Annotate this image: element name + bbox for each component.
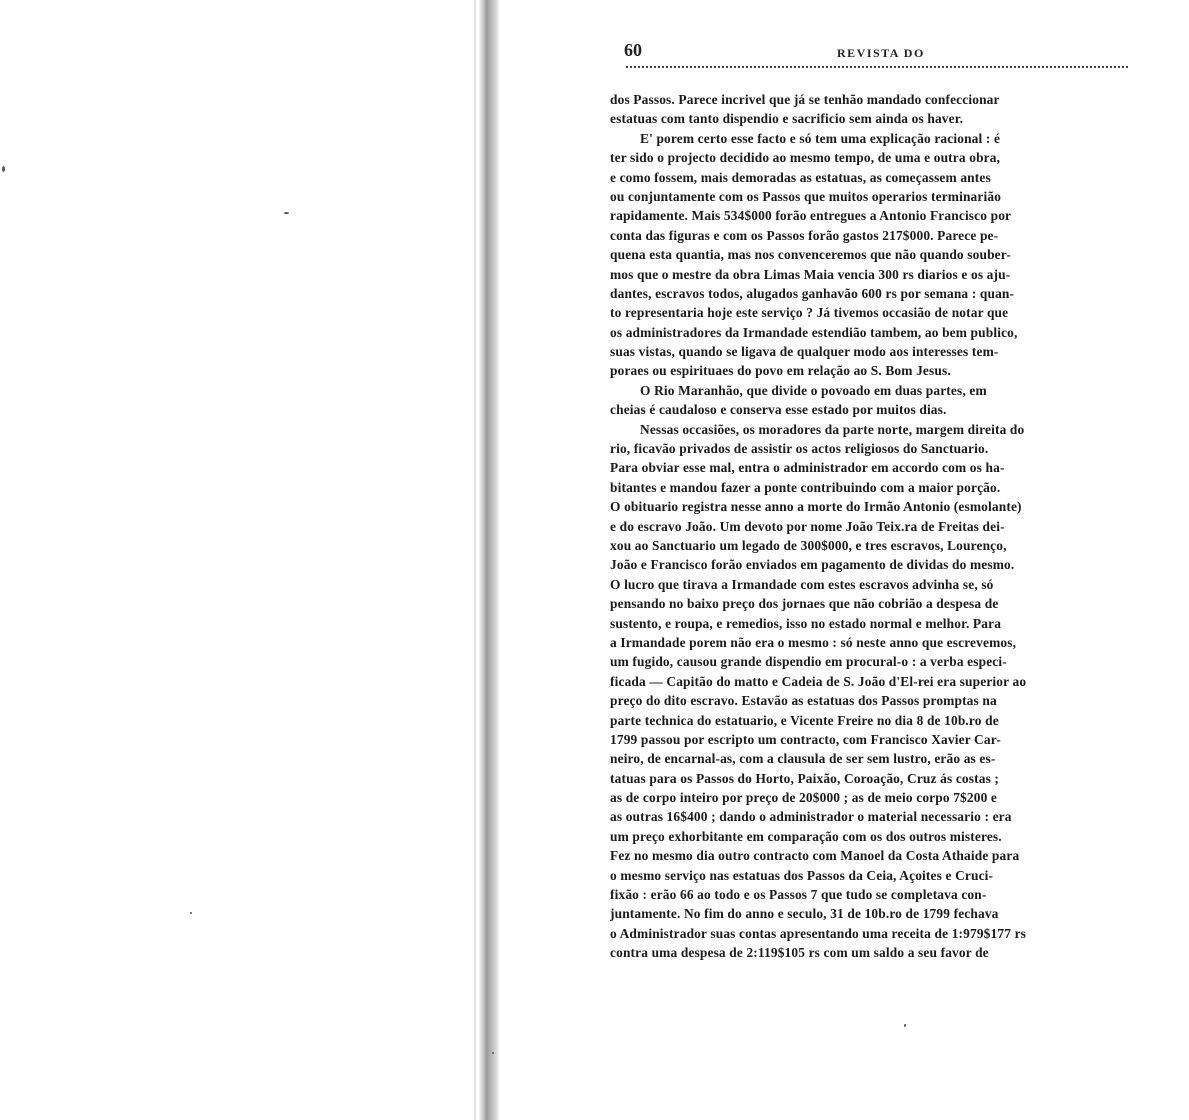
speck <box>904 1024 906 1027</box>
text-line: xou ao Sanctuario um legado de 300$000, e tres escravos, Lourenço, <box>610 537 1007 553</box>
text-line: parte technica do estatuario, e Vicente Freire no dia 8 de 10b.ro de <box>610 712 999 728</box>
text-line: as de corpo inteiro por preço de 20$000 ; as de meio corpo 7$200 e <box>610 790 998 806</box>
text-line: bitantes e mandou fazer a ponte contribuindo com a maior porção. <box>610 479 1001 495</box>
text-line: rio, ficavão privados de assistir os actos religiosos do Sanctuario. <box>610 441 989 457</box>
text-line: Fez no mesmo dia outro contracto com Manoel da Costa Athaide para <box>610 848 1020 864</box>
book-gutter <box>478 0 500 1120</box>
text-line: as outras 16$400 ; dando o administrador o material necessario : era <box>610 809 1012 825</box>
text-line: tatuas para os Passos do Horto, Paixão, Coroação, Cruz ás costas ; <box>610 770 1000 786</box>
text-line: ter sido o projecto decidido ao mesmo tempo, de uma e outra obra, <box>610 150 1001 166</box>
text-line: fixão : erão 66 ao todo e os Passos 7 que tudo se completava con- <box>610 887 987 903</box>
text-line: mos que o mestre da obra Limas Maia vencia 300 rs diarios e os aju- <box>610 266 1011 282</box>
text-line: estatuas com tanto dispendio e sacrificio sem ainda os haver. <box>610 111 964 127</box>
speck <box>492 1052 494 1054</box>
text-line: ou conjuntamente com os Passos que muitos operarios terminarião <box>610 188 1002 204</box>
text-line: quena esta quantia, mas nos convenceremos que não quando souber- <box>610 247 1011 263</box>
text-line: dos Passos. Parece incrivel que já se tenhão mandado confeccionar <box>610 92 1000 107</box>
text-line: poraes ou espirituaes do povo em relação ao S. Bom Jesus. <box>610 363 951 379</box>
text-line: E' porem certo esse facto e só tem uma explicação racional : é <box>640 130 1001 146</box>
text-line: O Rio Maranhão, que divide o povoado em duas partes, em <box>640 382 987 398</box>
text-line: O obituario registra nesse anno a morte do Irmão Antonio (esmolante) <box>610 499 1022 515</box>
speck <box>284 212 289 214</box>
text-line: preço do dito escravo. Estavão as estatuas dos Passos promptas na <box>610 693 997 709</box>
text-line: sustento, e roupa, e remedios, isso no estado normal e melhor. Para <box>610 615 1002 631</box>
text-line: rapidamente. Mais 534$000 forão entregues a Antonio Francisco por <box>610 208 1012 224</box>
text-line: Nessas occasiões, os moradores da parte norte, margem direita do <box>640 421 1025 437</box>
header-rule <box>626 66 1128 68</box>
text-line: to representaria hoje este serviço ? Já tivemos occasião de notar que <box>610 305 1009 321</box>
text-line: O lucro que tirava a Irmandade com estes escravos advinha se, só <box>610 576 994 592</box>
text-line: cheias é caudaloso e conserva esse estado por muitos dias. <box>610 402 947 418</box>
speck <box>2 166 5 172</box>
text-line: juntamente. No fim do anno e seculo, 31 de 10b.ro de 1799 fechava <box>610 906 999 922</box>
text-line: 1799 passou por escripto um contracto, com Francisco Xavier Car- <box>610 731 1001 747</box>
text-line: Para obviar esse mal, entra o administrador em accordo com os ha- <box>610 460 1005 476</box>
text-line: um preço exhorbitante em comparação com os dos outros misteres. <box>610 828 1002 844</box>
page-number: 60 <box>624 40 642 60</box>
text-line: dantes, escravos todos, alugados ganhavão 600 rs por semana : quan- <box>610 285 1015 301</box>
text-line: conta das figuras e com os Passos forão gastos 217$000. Parece pe- <box>610 227 999 243</box>
text-line: o Administrador suas contas apresentando uma receita de 1:979$177 rs <box>610 925 1027 941</box>
page-edge-line <box>474 0 476 1120</box>
speck <box>190 912 192 914</box>
text-line: neiro, de encarnal-as, com a clausula de ser sem lustro, erão as es- <box>610 751 996 767</box>
body-text <box>610 90 1128 963</box>
text-line: um fugido, causou grande dispendio em procural-o : a verba especi- <box>610 654 1007 670</box>
text-line: ficada — Capitão do matto e Cadeia de S. João d'El-rei era superior ao <box>610 673 1027 689</box>
text-line: os administradores da Irmandade estendião tambem, ao bem publico, <box>610 324 1018 340</box>
text-line: e do escravo João. Um devoto por nome João Teix.ra de Freitas dei- <box>610 518 1005 534</box>
text-line: contra uma despesa de 2:119$105 rs com um saldo a seu favor de <box>610 945 989 961</box>
text-line: o mesmo serviço nas estatuas dos Passos da Ceia, Açoites e Cruci- <box>610 867 994 883</box>
page-header <box>622 40 1128 68</box>
running-head: REVISTA DO <box>837 46 925 60</box>
text-line: a Irmandade porem não era o mesmo : só neste anno que escrevemos, <box>610 634 1017 650</box>
text-line: suas vistas, quando se ligava de qualquer modo aos interesses tem- <box>610 344 999 360</box>
text-line: João e Francisco forão enviados em pagamento de dividas do mesmo. <box>610 557 1015 573</box>
text-line: e como fossem, mais demoradas as estatuas, as começassem antes <box>610 169 991 185</box>
text-line: pensando no baixo preço dos jornaes que não cobrião a despesa de <box>610 596 999 612</box>
